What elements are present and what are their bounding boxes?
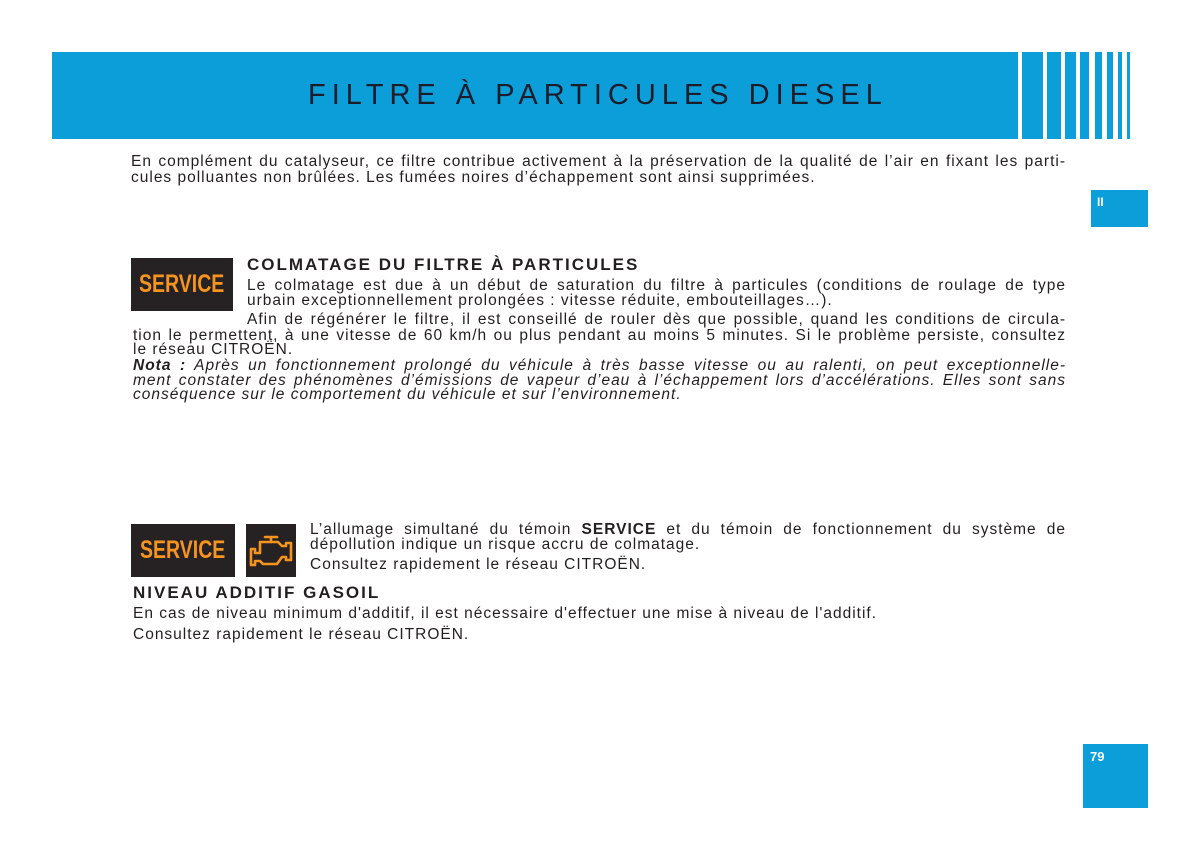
additif-heading: NIVEAU ADDITIF GASOIL bbox=[133, 583, 381, 602]
page-number: 79 bbox=[1090, 749, 1105, 764]
header-stripe bbox=[1065, 52, 1076, 139]
section-tab-label: II bbox=[1097, 195, 1104, 209]
colmatage-heading: COLMATAGE DU FILTRE À PARTICULES bbox=[247, 255, 640, 274]
warning-line: dépollution indique un risque accru de colmatage. bbox=[310, 536, 701, 553]
nota-label: Nota : bbox=[133, 357, 187, 374]
header-stripe bbox=[1047, 52, 1061, 139]
regeneration-line: tion le permettent, à une vitesse de 60 km/h ou plus pendant au moins 5 minutes. Si le problème persiste, consultez bbox=[133, 327, 1066, 344]
warning-advice: Consultez rapidement le réseau CITROËN. bbox=[310, 556, 647, 573]
nota-text: Après un fonctionnement prolongé du véhicule à très basse vitesse ou au ralenti, on peut exceptionnelle- bbox=[194, 357, 1066, 374]
page-number-box bbox=[1083, 744, 1148, 808]
engine-warning-icon bbox=[246, 524, 296, 577]
colmatage-cause-line: urbain exceptionnellement prolongées : vitesse réduite, embouteillages…). bbox=[247, 292, 833, 309]
header-stripe bbox=[1022, 52, 1043, 139]
header-stripe bbox=[1107, 52, 1113, 139]
service-indicator-label: SERVICE bbox=[140, 536, 226, 564]
engine-warning-light bbox=[246, 524, 296, 577]
nota-line: conséquence sur le comportement du véhicule et sur l’environnement. bbox=[133, 386, 682, 403]
nota-line: ment constater des phénomènes d’émissions de vapeur d’eau à l’échappement lors d’accélérations. Elles sont sans bbox=[133, 372, 1066, 389]
intro-line: En complément du catalyseur, ce filtre contribue activement à la préservation de la qualité de l’air en fixant les parti- bbox=[131, 153, 1066, 170]
engine-body-outline bbox=[251, 542, 291, 565]
section-tab bbox=[1091, 190, 1148, 227]
page-title: FILTRE À PARTICULES DIESEL bbox=[308, 79, 888, 111]
regeneration-line: le réseau CITROËN. bbox=[133, 341, 294, 358]
service-keyword: SERVICE bbox=[581, 521, 657, 538]
header-stripe bbox=[1080, 52, 1089, 139]
regeneration-line: Afin de régénérer le filtre, il est conseillé de rouler dès que possible, quand les conditions de circula- bbox=[247, 311, 1066, 328]
header-stripe bbox=[1118, 52, 1122, 139]
colmatage-cause-line: Le colmatage est due à un début de saturation du filtre à particules (conditions de roulage de type bbox=[247, 277, 1066, 294]
intro-line: cules polluantes non brûlées. Les fumées noires d’échappement sont ainsi supprimées. bbox=[131, 169, 816, 186]
additif-line: Consultez rapidement le réseau CITROËN. bbox=[133, 626, 470, 643]
warning-text-end: et du témoin de fonctionnement du système de bbox=[666, 521, 1066, 538]
warning-text-start: L’allumage simultané du témoin bbox=[310, 521, 572, 538]
service-indicator-label: SERVICE bbox=[139, 270, 225, 298]
additif-line: En cas de niveau minimum d'additif, il est nécessaire d'effectuer une mise à niveau de l'additif. bbox=[133, 605, 878, 622]
service-warning-light bbox=[131, 258, 233, 311]
service-warning-light bbox=[131, 524, 235, 577]
header-stripe bbox=[1095, 52, 1102, 139]
header-stripe bbox=[1127, 52, 1130, 139]
